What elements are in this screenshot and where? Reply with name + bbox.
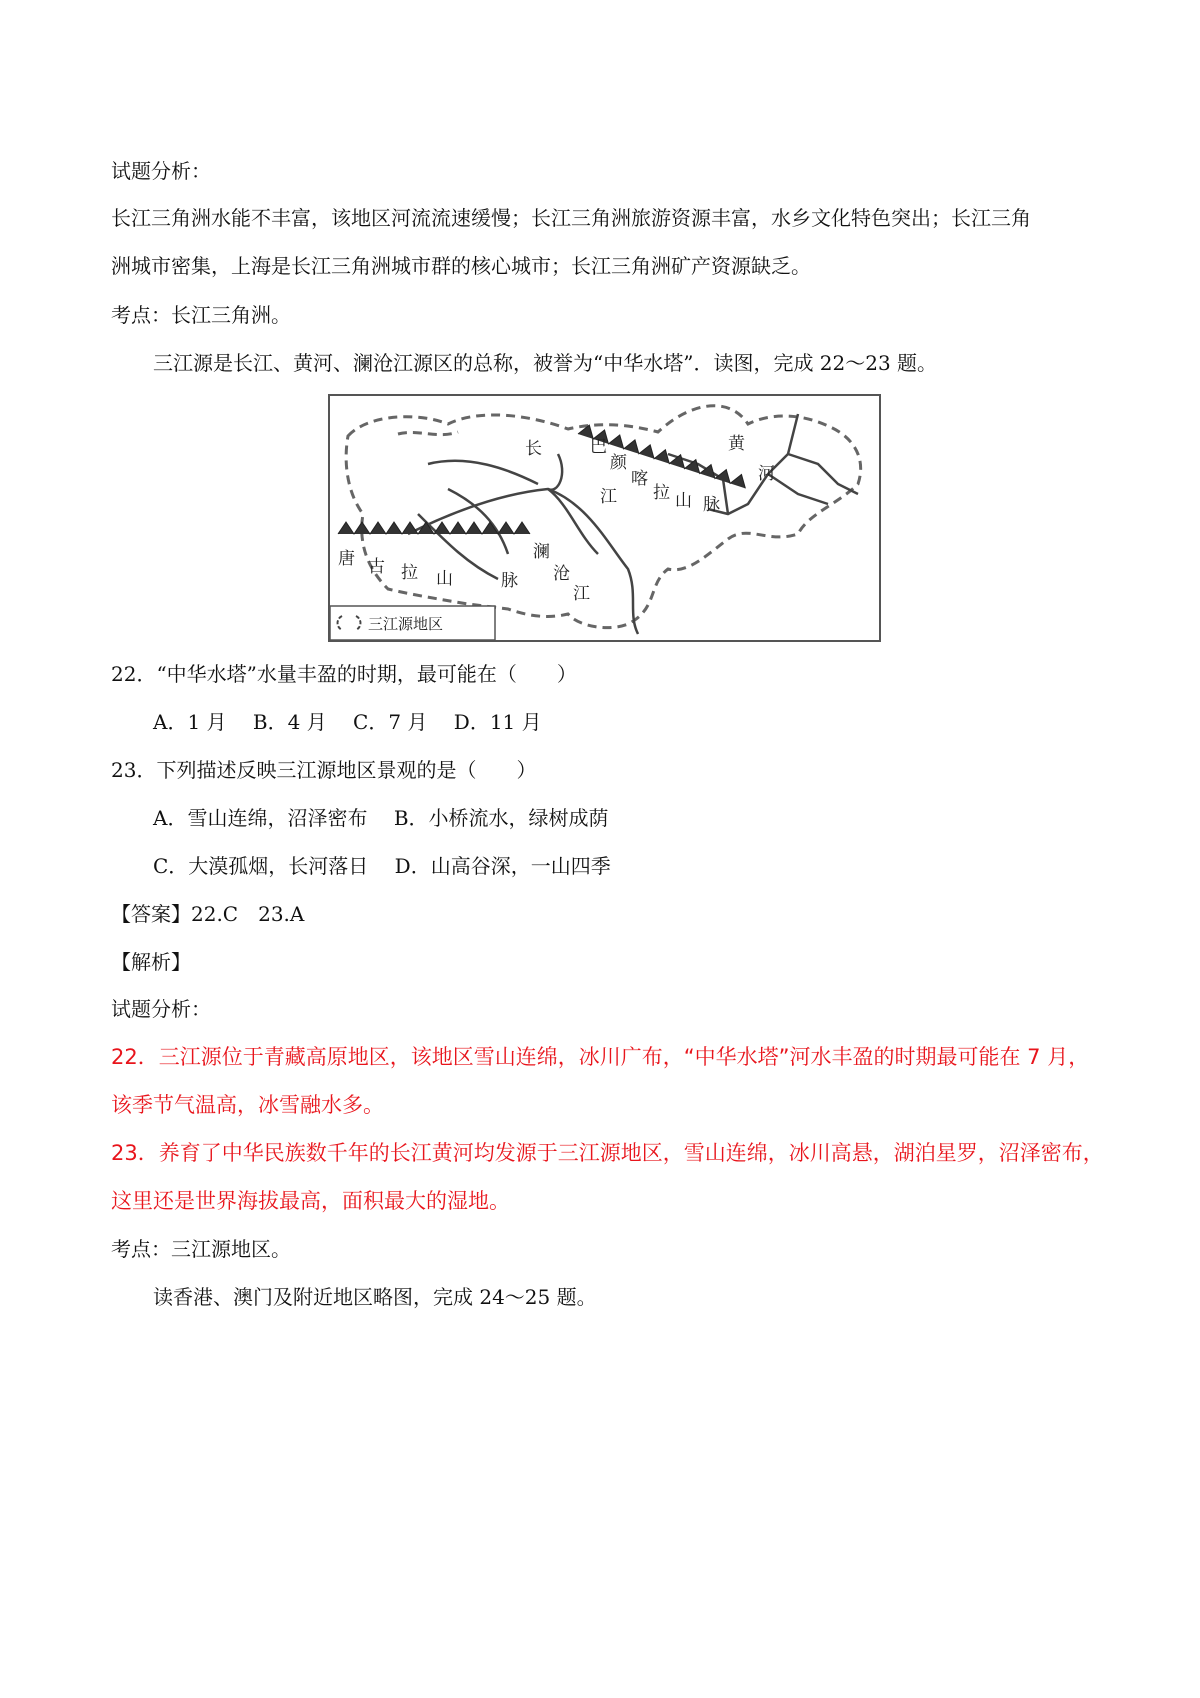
map-label: 拉 (401, 563, 418, 583)
question-intro: 三江源是长江、黄河、澜沧江源区的总称，被誉为“中华水塔”．读图，完成 22～23 题。 (153, 351, 938, 375)
analysis-heading: 试题分析： (111, 997, 211, 1021)
map-label: 拉 (653, 483, 670, 503)
jiexi-label: 【解析】 (111, 950, 191, 974)
map-label: 江 (573, 584, 590, 604)
map-label: 山 (436, 569, 453, 589)
kaodian-label: 考点：长江三角洲。 (111, 303, 291, 327)
map-label: 唐 (338, 549, 355, 569)
map-label: 喀 (631, 469, 648, 489)
sanjiangyuan-map (328, 394, 881, 642)
map-label: 河 (758, 464, 775, 484)
map-label: 巴 (590, 437, 607, 457)
analysis-text-line: 洲城市密集，上海是长江三角洲城市群的核心城市；长江三角洲矿产资源缺乏。 (111, 254, 811, 278)
answer-line: 【答案】22.C 23.A (111, 902, 305, 926)
map-label: 澜 (533, 542, 550, 562)
question-22-stem: 22．“中华水塔”水量丰盈的时期，最可能在（ ） (111, 662, 577, 686)
option-a: A．1 月 (153, 710, 227, 734)
map-label: 沧 (553, 564, 570, 584)
map-label: 黄 (728, 434, 745, 454)
analysis-text-line: 长江三角洲水能不丰富，该地区河流流速缓慢；长江三角洲旅游资源丰富，水乡文化特色突出；长江三角 (111, 206, 1031, 230)
map-label: 山 (675, 491, 692, 511)
option-c: C．大漠孤烟，长河落日 (153, 854, 369, 878)
explanation-22: 22．三江源位于青藏高原地区，该地区雪山连绵，冰川广布，“中华水塔”河水丰盈的时期最可能在 7 月， (111, 1045, 1090, 1069)
explanation-23: 23．养育了中华民族数千年的长江黄河均发源于三江源地区，雪山连绵，冰川高悬，湖泊星罗，沼泽密布， (111, 1141, 1104, 1165)
explanation-22-cont: 该季节气温高，冰雪融水多。 (111, 1093, 384, 1117)
option-b: B．小桥流水，绿树成荫 (393, 806, 609, 830)
question-23-options-row2 (153, 852, 631, 880)
option-d: D．11 月 (453, 710, 542, 734)
option-b: B．4 月 (252, 710, 327, 734)
map-legend-label: 三江源地区 (368, 615, 444, 633)
kaodian-label: 考点：三江源地区。 (111, 1237, 291, 1261)
map-label: 长 (525, 439, 542, 459)
analysis-heading: 试题分析： (111, 159, 211, 183)
map-label: 颜 (610, 453, 627, 473)
map-label: 江 (600, 487, 617, 507)
question-22-options (153, 708, 562, 736)
option-a: A．雪山连绵，沼泽密布 (153, 806, 368, 830)
option-d: D．山高谷深，一山四季 (394, 854, 611, 878)
question-23-options-row1 (153, 804, 629, 832)
question-23-stem: 23．下列描述反映三江源地区景观的是（ ） (111, 758, 537, 782)
explanation-23-cont: 这里还是世界海拔最高，面积最大的湿地。 (111, 1189, 510, 1213)
next-question-intro: 读香港、澳门及附近地区略图，完成 24～25 题。 (153, 1285, 597, 1309)
option-c: C．7 月 (353, 710, 428, 734)
map-label: 脉 (501, 571, 518, 591)
map-label: 脉 (703, 495, 720, 515)
map-label: 古 (368, 557, 385, 577)
